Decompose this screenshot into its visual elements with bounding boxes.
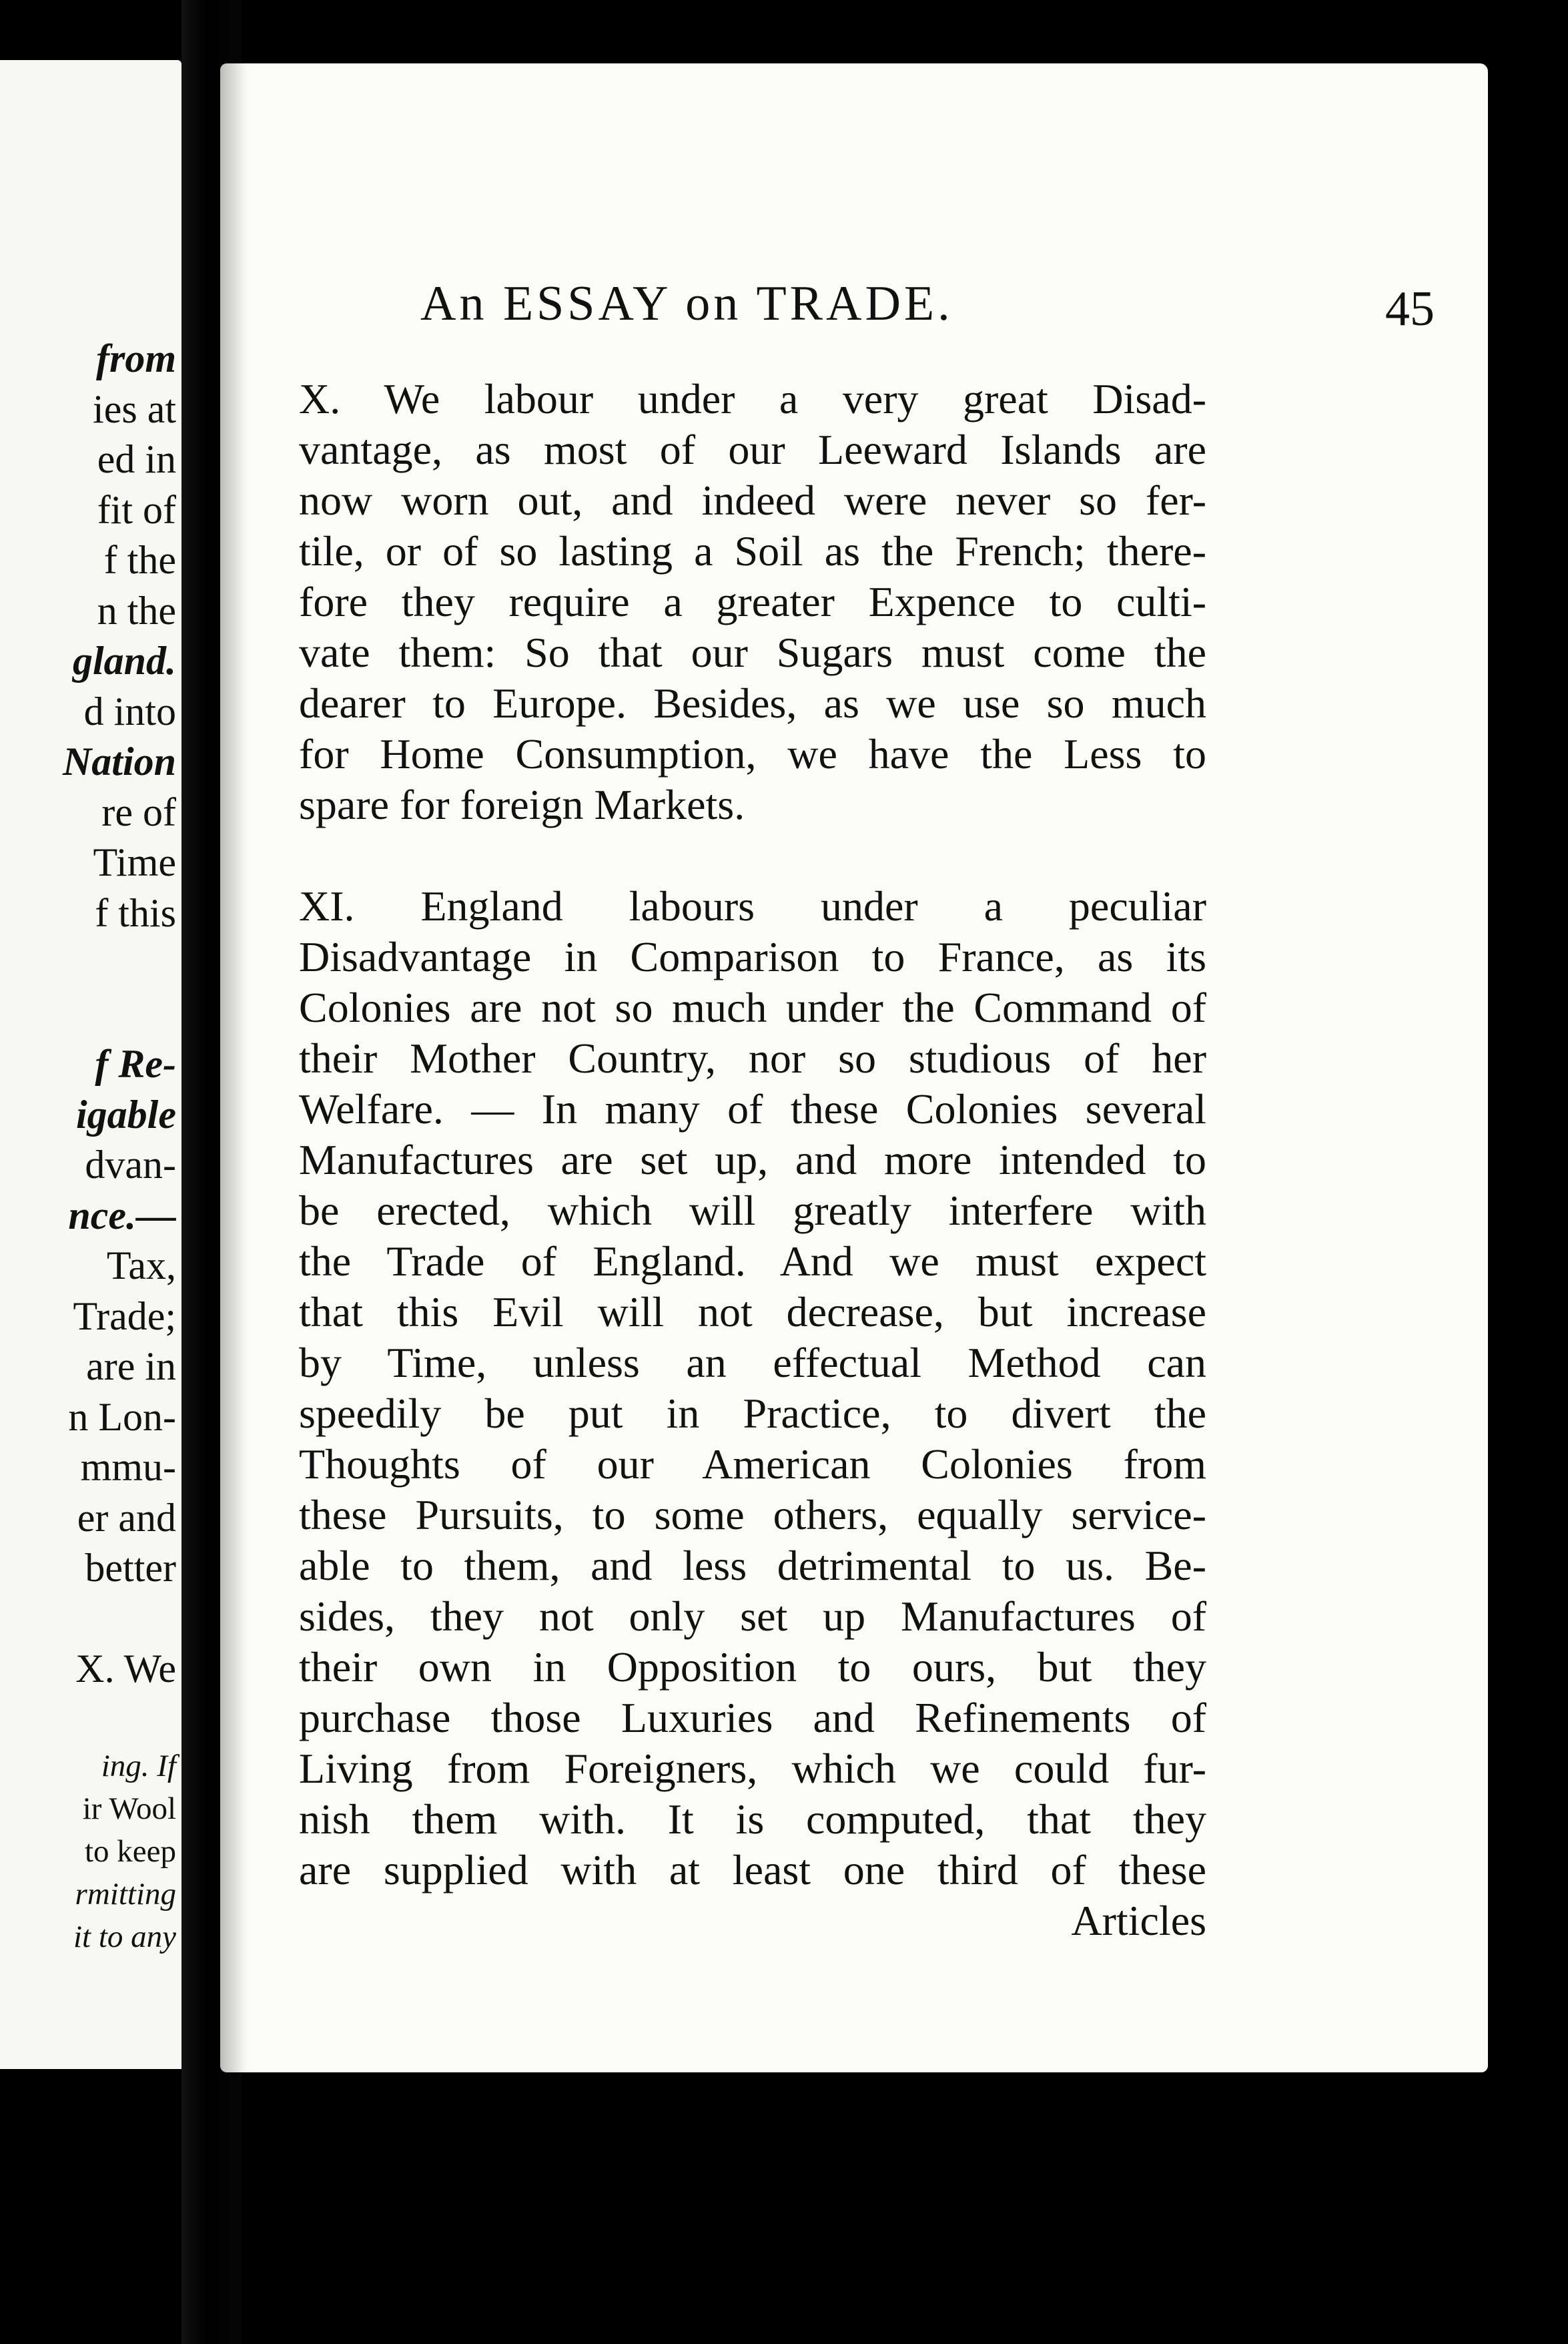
text-line: be erected, which will greatly interfere with xyxy=(299,1187,1206,1234)
text-line: nish them with. It is computed, that they xyxy=(299,1795,1206,1843)
left-page-line xyxy=(63,1695,176,1745)
text-line: able to them, and less detrimental to us. Be- xyxy=(299,1542,1206,1589)
left-page-line: f this xyxy=(95,890,176,935)
text-line: Living from Foreigners, which we could fur- xyxy=(299,1745,1206,1792)
left-page-line: fit of xyxy=(97,487,176,532)
text-line: fore they require a greater Expence to culti- xyxy=(299,578,1206,625)
text-line: sides, they not only set up Manufactures of xyxy=(299,1592,1206,1640)
text-line: tile, or of so lasting a Soil as the French; there- xyxy=(299,527,1206,575)
left-page-line xyxy=(63,989,176,1040)
text-line: now worn out, and indeed were never so fer- xyxy=(299,477,1206,524)
catchword: Articles xyxy=(1071,1897,1206,1944)
left-page-line: Time xyxy=(93,840,176,884)
left-page-line: X. We xyxy=(75,1647,176,1691)
text-line: the Trade of England. And we must expect xyxy=(299,1237,1206,1285)
left-page-line: from xyxy=(96,336,176,380)
left-page-line: dvan- xyxy=(85,1143,176,1187)
text-line: X. We labour under a very great Disad- xyxy=(299,375,1206,422)
paragraph-x xyxy=(299,374,1206,830)
text-line: Colonies are not so much under the Command of xyxy=(299,984,1206,1031)
text-line: that this Evil will not decrease, but increase xyxy=(299,1288,1206,1336)
text-line: speedily be put in Practice, to divert the xyxy=(299,1390,1206,1437)
right-page xyxy=(220,63,1488,2072)
left-page-line: n Lon- xyxy=(68,1394,176,1439)
left-page-line: d into xyxy=(83,689,176,734)
text-line: by Time, unless an effectual Method can xyxy=(299,1339,1206,1386)
left-page-line: n the xyxy=(97,588,176,633)
left-page-line: ir Wool xyxy=(82,1791,176,1826)
left-page-line: gland. xyxy=(72,639,176,683)
text-line: XI. England labours under a peculiar xyxy=(299,882,1206,930)
page-header xyxy=(420,264,1435,344)
left-page-fragment xyxy=(0,60,181,2069)
left-page-text xyxy=(63,334,176,1958)
left-page-line: ies at xyxy=(93,386,176,431)
left-page-line: Trade; xyxy=(73,1293,176,1338)
running-title: An ESSAY on TRADE. xyxy=(420,276,953,331)
text-line: Welfare. — In many of these Colonies several xyxy=(299,1085,1206,1133)
left-page-line: ed in xyxy=(97,437,176,481)
left-page-line: re of xyxy=(101,790,176,834)
text-line: these Pursuits, to some others, equally service- xyxy=(299,1491,1206,1538)
left-page-line: f the xyxy=(103,538,176,582)
text-line: vantage, as most of our Leeward Islands are xyxy=(299,426,1206,473)
paragraph-gap xyxy=(299,830,1206,881)
text-line: Thoughts of our American Colonies from xyxy=(299,1440,1206,1488)
left-page-line: ing. If xyxy=(101,1749,176,1783)
text-line: Disadvantage in Comparison to France, as its xyxy=(299,933,1206,980)
left-page-line: to keep xyxy=(84,1834,176,1869)
left-page-line: f Re- xyxy=(95,1042,176,1086)
left-page-line: mmu- xyxy=(80,1445,176,1489)
left-page-line: are in xyxy=(86,1344,176,1388)
text-line: purchase those Luxuries and Refinements of xyxy=(299,1694,1206,1741)
text-line: their Mother Country, nor so studious of her xyxy=(299,1035,1206,1082)
text-line: Manufactures are set up, and more intended to xyxy=(299,1136,1206,1183)
left-page-line: Nation xyxy=(62,740,176,784)
page-number: 45 xyxy=(1385,282,1435,336)
text-line: are supplied with at least one third of these xyxy=(299,1846,1206,1893)
text-line: spare for foreign Markets. xyxy=(299,781,745,828)
left-page-line: it to any xyxy=(73,1920,176,1954)
left-page-line: nce.— xyxy=(68,1193,176,1237)
left-page-line: Tax, xyxy=(106,1243,176,1287)
left-page-line: better xyxy=(85,1546,176,1590)
paragraph-xi xyxy=(299,881,1206,1895)
text-line: for Home Consumption, we have the Less to xyxy=(299,730,1206,778)
left-page-line: igable xyxy=(76,1092,176,1137)
left-page-line xyxy=(63,1594,176,1645)
left-page-line: rmitting xyxy=(75,1877,176,1912)
body-text xyxy=(299,374,1206,1946)
left-page-line xyxy=(63,938,176,989)
text-line: dearer to Europe. Besides, as we use so much xyxy=(299,679,1206,727)
text-line: vate them: So that our Sugars must come the xyxy=(299,629,1206,676)
left-page-line: er and xyxy=(77,1495,176,1540)
text-line: their own in Opposition to ours, but they xyxy=(299,1643,1206,1691)
